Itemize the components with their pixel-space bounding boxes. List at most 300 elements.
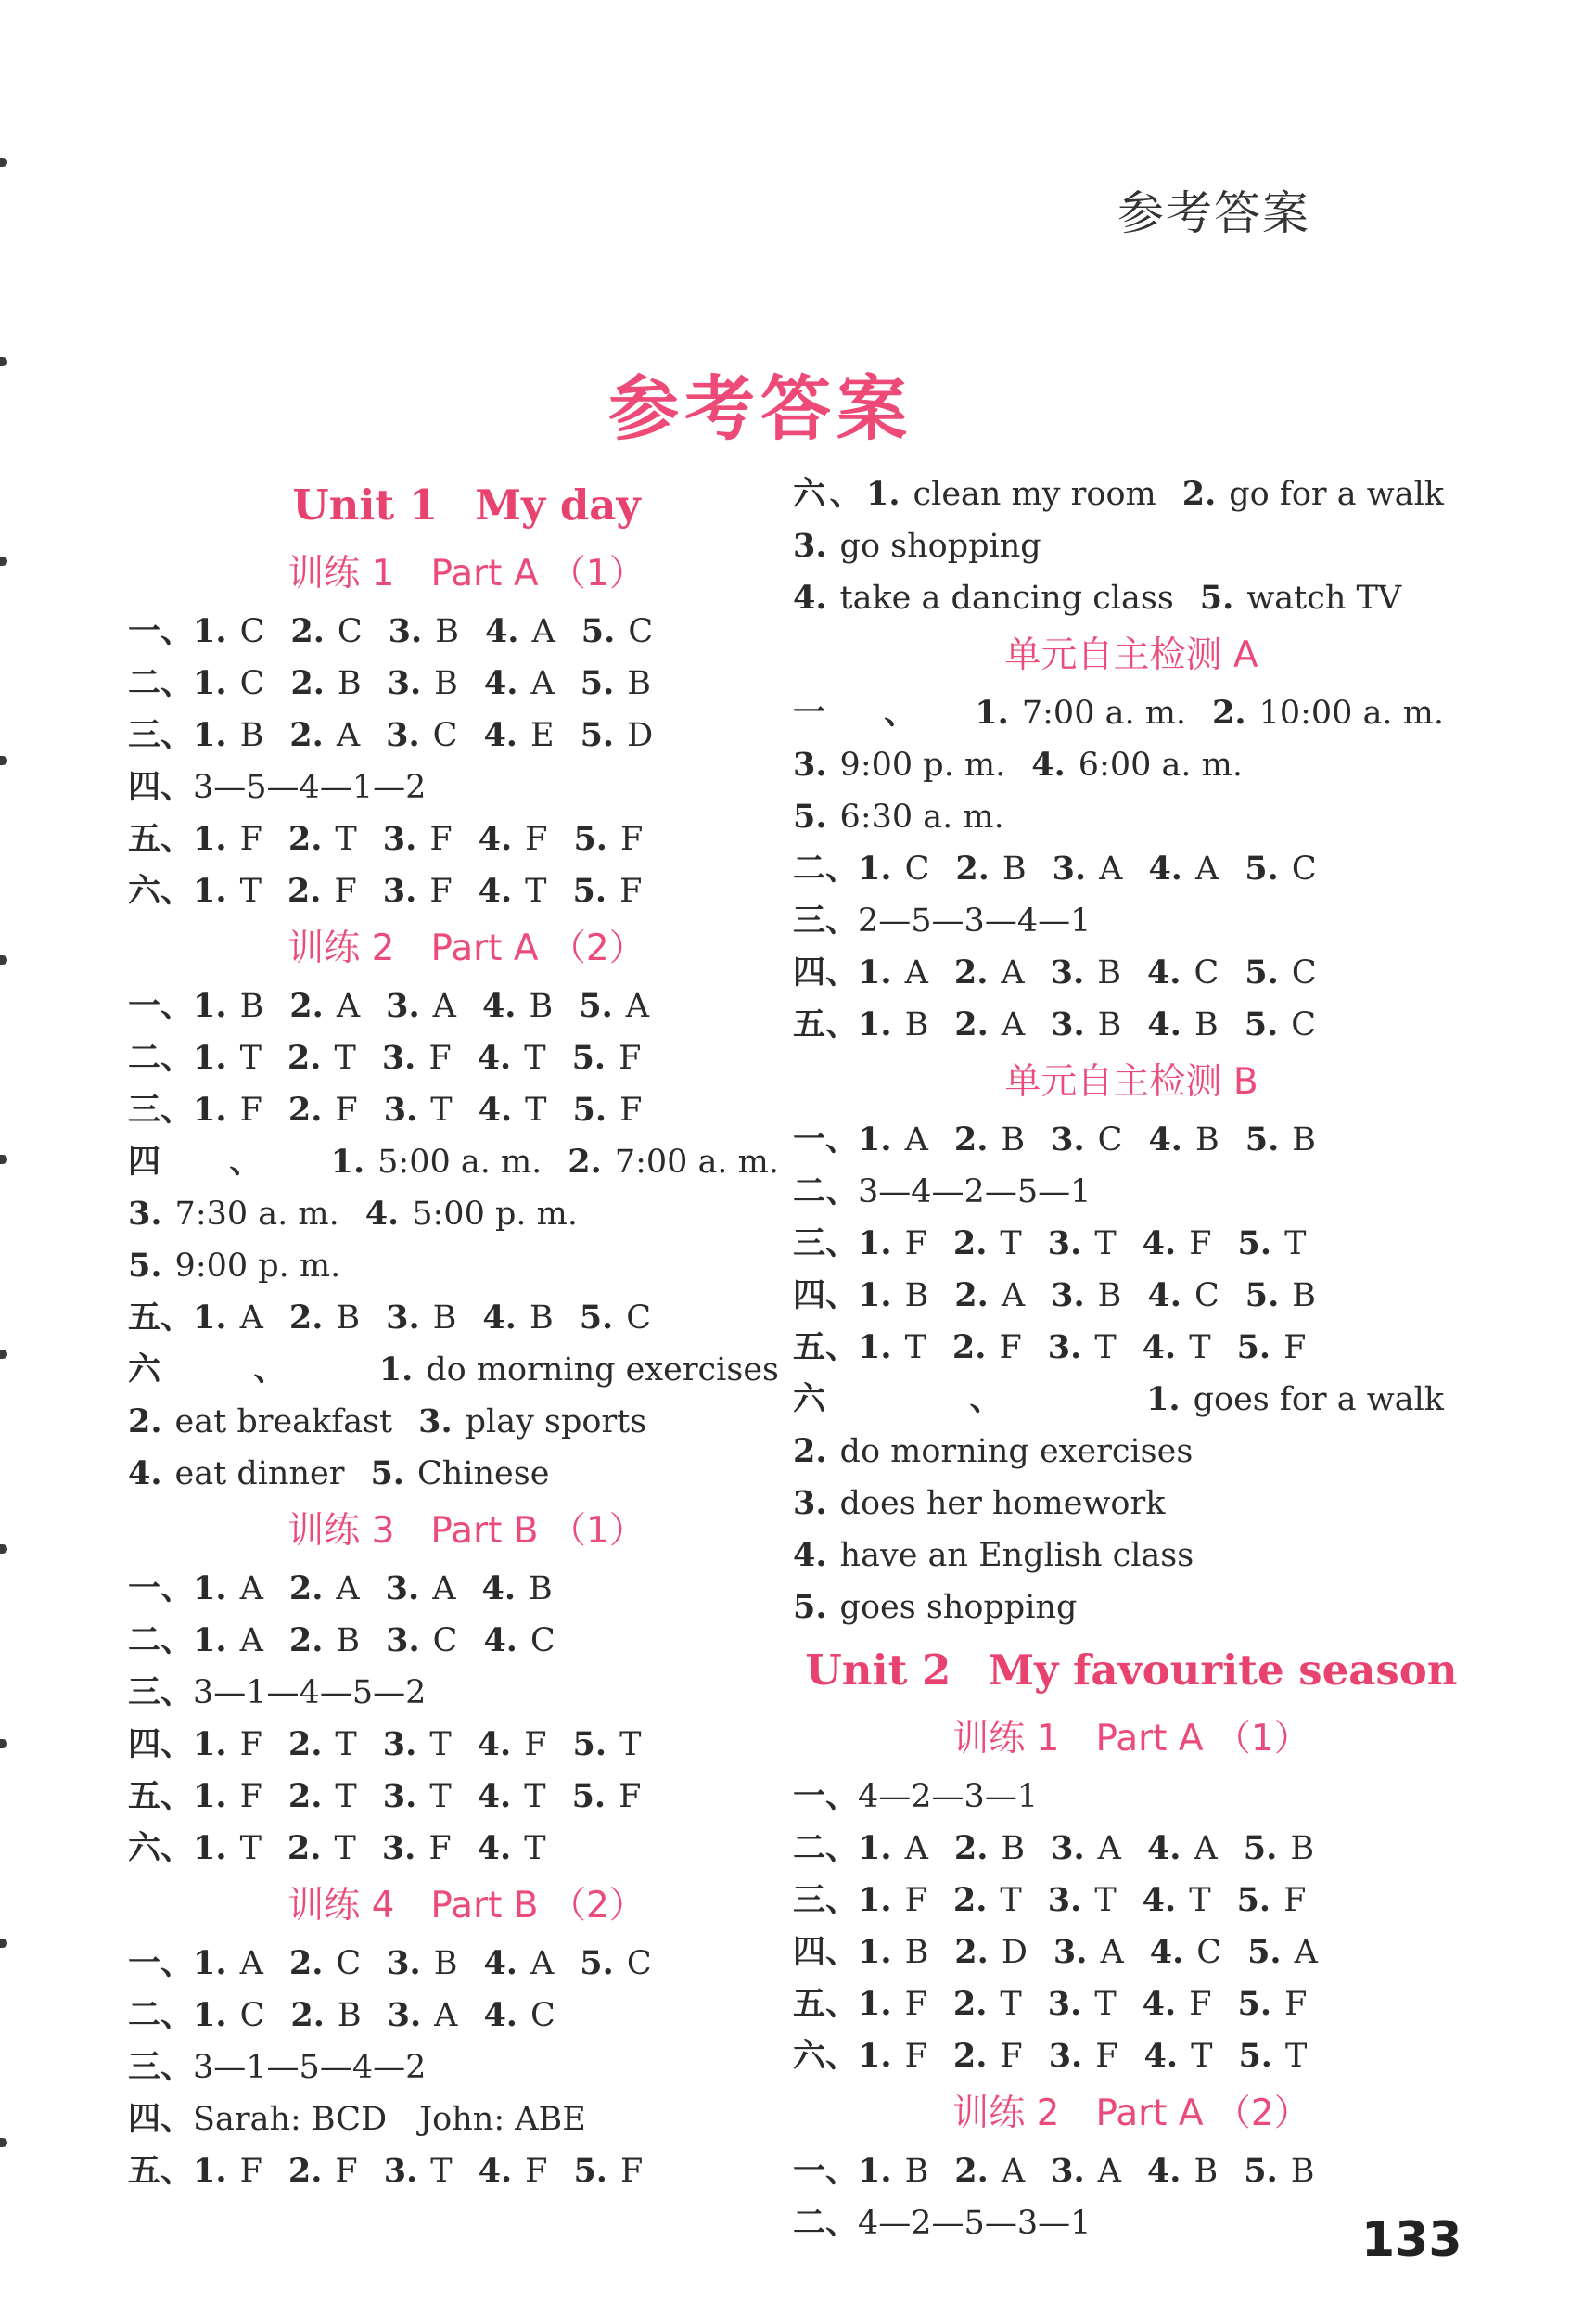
item-answer: F [904,1225,927,1262]
item-answer: C [432,1622,458,1659]
answer-item [388,658,458,710]
item-number: 3. [383,2152,418,2190]
item-number: 5. [1237,1224,1272,1262]
answer-item [386,1292,456,1344]
answer-item [482,1563,553,1615]
answer-item [954,999,1025,1051]
answer-item [568,1136,779,1188]
item-number: 3. [388,612,423,650]
answer-item [483,1990,555,2042]
item-number: 4. [478,820,513,858]
answer-item [383,1771,452,1823]
answer-item [193,710,263,762]
section-heading: 训练 1 Part A （1） [952,1718,1310,1760]
answer-line [128,1563,805,1615]
item-number: 3. [383,1091,418,1129]
item-answer: C [530,1622,555,1659]
answer-item [953,1978,1022,2030]
item-number: 1. [193,716,227,754]
item-number: 1. [193,1944,227,1982]
answer-text: 4—2—3—1 [858,1778,1039,1815]
answer-line [128,2042,805,2093]
item-number: 5. [571,1777,606,1815]
item-answer: B [1097,1006,1122,1043]
item-answer: F [620,821,644,858]
item-answer: T [429,1726,452,1763]
answer-item [858,947,928,999]
item-answer: T [239,1830,262,1867]
item-number: 3. [382,872,417,910]
answer-line [793,468,1470,624]
item-number: 2. [289,987,324,1025]
item-number: 1. [193,1621,227,1659]
item-number: 3. [387,1996,422,2034]
item-number: 5. [128,1247,162,1285]
item-number: 4. [1149,1933,1184,1971]
item-answer: F [1189,1225,1212,1262]
answer-item [1245,999,1316,1051]
answer-item [386,710,457,762]
answer-item [193,1719,262,1771]
question-label: 四、 [128,1144,331,1181]
answer-line [793,1322,1470,1374]
answer-item [953,1875,1022,1926]
item-number: 4. [793,1536,827,1574]
unit-number: Unit 2 [805,1645,951,1695]
item-answer: T [1189,1329,1211,1366]
item-answer: F [1095,2038,1118,2075]
unit-name: My favourite season [988,1645,1458,1695]
answer-item [1147,1823,1218,1875]
question-label: 一、 [793,695,976,732]
item-number: 3. [387,664,422,702]
item-answer: B [904,1277,929,1314]
answer-item [793,520,1041,572]
question-label: 五、 [128,1778,194,1815]
item-answer: F [428,1830,452,1867]
item-number: 5. [579,987,613,1025]
answer-item [193,1084,262,1136]
unit-name: My day [475,480,641,530]
answer-item [1051,1114,1122,1166]
answer-line [128,658,805,710]
item-number: 3. [1052,850,1087,888]
answer-line [128,762,805,813]
item-number: 3. [381,1829,416,1867]
question-label: 三、 [128,1092,194,1129]
item-number: 4. [1142,1881,1177,1919]
item-number: 1. [193,1829,227,1867]
answer-item [482,980,553,1032]
item-answer: T [1284,1225,1307,1262]
item-answer: T [239,873,262,910]
item-answer: B [1194,1006,1219,1043]
answer-item [193,1771,262,1823]
item-answer: C [1291,851,1317,888]
answer-item [1244,2145,1314,2197]
item-number: 4. [477,1039,512,1077]
item-number: 3. [1047,1328,1082,1366]
item-number: 3. [793,527,827,565]
question-label: 一、 [128,988,194,1025]
answer-line [793,1166,1470,1218]
answer-item [386,980,456,1032]
answer-item [793,739,1005,791]
item-number: 3. [793,1484,827,1522]
item-answer: F [1189,1986,1212,2023]
answer-item [479,865,547,917]
answer-item [383,865,453,917]
item-answer: C [626,1299,652,1337]
answer-item [1051,2145,1121,2197]
item-number: 1. [193,1996,227,2034]
item-number: 2. [287,1725,323,1763]
item-number: 4. [1147,1005,1181,1043]
item-number: 4. [483,1621,517,1659]
item-answer: A [1194,1830,1218,1867]
answer-item [288,1719,357,1771]
answer-item [193,1990,264,2042]
item-answer: take a dancing class [839,580,1174,617]
item-answer: C [337,613,363,650]
answer-item [484,658,555,710]
item-answer: T [1000,1225,1022,1262]
answer-item [572,1032,642,1084]
item-number: 4. [1031,746,1066,784]
item-number: 1. [858,850,892,888]
item-number: 5. [572,872,607,910]
item-number: 2. [952,1224,988,1262]
answer-line [793,1270,1470,1322]
question-label: 二、 [128,665,194,702]
answer-item [793,1581,1077,1633]
item-answer: F [335,1092,358,1129]
item-number: 2. [287,872,322,910]
answer-item [128,1448,344,1500]
answer-item [1031,739,1243,791]
binding-hole [0,1350,7,1359]
answer-item [1147,2145,1218,2197]
item-number: 4. [477,1725,512,1763]
item-answer: C [1097,1121,1123,1158]
item-number: 2. [952,1985,988,2023]
answer-item [193,1563,263,1615]
item-answer: B [904,2153,929,2190]
item-answer: B [432,1299,457,1337]
page-title: 参考答案 [608,367,913,450]
item-answer: C [336,1945,362,1982]
item-number: 2. [288,1299,324,1337]
item-number: 5. [580,716,615,754]
item-number: 5. [1245,954,1279,992]
answer-item [858,1114,928,1166]
question-label: 二、 [793,2205,859,2242]
item-number: 4. [1148,850,1182,888]
item-number: 5. [1245,850,1279,888]
answer-item [1053,1926,1124,1978]
item-number: 5. [571,1039,606,1077]
item-answer: have an English class [839,1537,1194,1574]
question-label: 三、 [793,902,859,940]
answer-line [128,980,805,1032]
answer-line [128,710,805,762]
item-number: 3. [418,1402,453,1440]
item-answer: F [1000,2038,1023,2075]
item-answer: F [620,2153,644,2190]
item-answer: T [904,1329,926,1366]
answer-item [485,606,555,658]
item-number: 3. [128,1195,162,1233]
item-number: 1. [193,987,227,1025]
answer-item [1150,1926,1221,1978]
section-heading: 训练 2 Part A （2） [952,2093,1310,2134]
item-answer: eat dinner [174,1455,345,1492]
item-number: 2. [954,1005,989,1043]
item-answer: T [1094,1225,1117,1262]
answer-item [193,1032,262,1084]
item-answer: 9:00 p. m. [839,747,1006,784]
item-answer: F [429,873,453,910]
answer-item [287,1823,356,1875]
item-answer: goes shopping [839,1589,1078,1626]
answer-item [858,1270,928,1322]
item-number: 1. [858,954,892,992]
item-number: 1. [858,1829,892,1867]
item-number: 2. [954,1933,989,1971]
item-answer: A [904,1830,928,1867]
item-answer: F [1284,1986,1308,2023]
item-answer: T [525,873,547,910]
item-answer: clean my room [913,476,1156,513]
answer-line [793,947,1470,999]
answer-line [128,606,805,658]
item-number: 2. [290,664,325,702]
item-number: 1. [858,1005,892,1043]
item-answer: A [904,1121,928,1158]
answer-item [793,572,1174,624]
item-number: 5. [581,612,616,650]
answer-item [573,865,643,917]
item-answer: goes for a walk [1193,1381,1444,1418]
item-number: 3. [1050,954,1085,992]
item-number: 1. [193,2152,227,2190]
answer-item [1237,1875,1307,1926]
item-number: 2. [287,1091,323,1129]
answer-item [1048,1322,1117,1374]
item-number: 1. [858,1276,892,1314]
item-number: 1. [858,1881,892,1919]
answer-item [290,1990,361,2042]
item-number: 3. [1051,1276,1085,1314]
item-number: 5. [1236,1328,1271,1366]
item-answer: F [999,1329,1022,1366]
item-answer: C [904,851,930,888]
item-number: 2. [128,1402,162,1440]
answer-item [289,980,360,1032]
item-answer: C [432,717,458,754]
answer-item [1051,1823,1121,1875]
item-number: 2. [1212,694,1246,732]
answer-item [370,1448,549,1500]
item-answer: B [1290,2153,1315,2190]
item-number: 5. [793,798,827,836]
item-answer: go shopping [839,528,1041,565]
answer-item [193,1292,263,1344]
item-answer: 6:00 a. m. [1078,747,1243,784]
running-head: 参考答案 [1117,186,1310,240]
item-number: 5. [572,1725,607,1763]
item-number: 5. [1199,579,1234,617]
item-number: 5. [579,1299,614,1337]
item-number: 4. [481,1569,517,1607]
item-answer: A [1099,851,1123,888]
item-answer: T [335,1726,357,1763]
answer-item [383,1719,452,1771]
question-label: 一、 [793,2153,859,2190]
answer-item [1212,687,1444,739]
answer-item [1144,2030,1213,2082]
answer-item [288,1084,358,1136]
item-answer: F [239,1092,262,1129]
question-label: 三、 [128,2049,194,2086]
item-answer: A [239,1570,263,1607]
item-number: 2. [953,1829,989,1867]
item-number: 2. [952,1881,988,1919]
question-label: 一、 [128,1570,194,1607]
question-label: 五、 [793,1329,859,1366]
item-number: 4. [483,716,517,754]
answer-item [193,1938,263,1990]
answer-item [479,1084,547,1136]
binding-hole [0,1544,7,1554]
item-answer: B [433,1945,458,1982]
item-answer: C [239,665,265,702]
answer-item [793,1426,1193,1478]
item-answer: watch TV [1246,580,1402,617]
question-label: 六、 [128,1830,194,1867]
question-label: 六、 [793,1381,1147,1418]
item-answer: T [1094,1329,1117,1366]
answer-item [193,606,264,658]
section-heading: 训练 4 Part B （2） [287,1885,645,1926]
question-label: 三、 [128,1674,194,1711]
answer-line [128,1292,805,1344]
item-answer: 7:30 a. m. [174,1196,339,1233]
item-number: 1. [858,1933,892,1971]
answer-line [793,2145,1470,2197]
answer-item [793,791,1004,843]
item-answer: B [1292,1277,1317,1314]
section-heading: 训练 2 Part A （2） [287,928,645,969]
question-label: 三、 [793,1882,859,1919]
item-number: 4. [128,1454,162,1492]
answer-item [1146,1374,1444,1426]
answer-item [858,1978,927,2030]
answer-item [379,1344,779,1396]
item-number: 5. [1236,1881,1271,1919]
item-answer: E [530,717,555,754]
question-label: 五、 [793,1986,859,2023]
answer-item [954,1270,1025,1322]
item-answer: T [1285,2038,1308,2075]
item-answer: 7:00 a. m. [1021,695,1187,732]
answer-line [128,1615,805,1667]
item-answer: F [619,1778,642,1815]
item-number: 1. [193,1299,227,1337]
question-label: 六、 [128,1351,379,1389]
item-number: 5. [1244,2152,1278,2190]
item-answer: go for a walk [1229,476,1444,513]
item-answer: T [1094,1986,1117,2023]
answer-line [793,1926,1470,1978]
answer-item [954,947,1025,999]
right-column [793,468,1470,2249]
answer-line [128,1667,805,1719]
answer-item [1143,1978,1212,2030]
item-number: 3. [382,1725,417,1763]
answer-item [478,1719,547,1771]
question-label: 六、 [793,476,866,513]
item-answer: 9:00 p. m. [174,1248,341,1285]
question-label: 四、 [128,1726,194,1763]
question-label: 四、 [793,954,859,992]
item-answer: B [1097,954,1121,992]
item-number: 2. [952,2037,988,2075]
item-answer: F [1283,1329,1307,1366]
item-number: 2. [287,2152,323,2190]
answer-item [1238,1978,1308,2030]
item-number: 4. [1142,1328,1177,1366]
item-answer: T [1189,1882,1211,1919]
item-number: 2. [954,1276,989,1314]
answer-item [858,999,928,1051]
page-number: 133 [1361,2212,1462,2268]
item-number: 5. [572,1091,607,1129]
question-label: 五、 [128,2153,194,2190]
item-answer: A [1294,1934,1318,1971]
answer-item [478,1823,546,1875]
answer-item [572,1771,642,1823]
left-column [128,468,805,2197]
item-answer: B [435,613,459,650]
item-answer: F [525,821,548,858]
answer-item [478,1771,546,1823]
item-answer: T [334,1040,356,1077]
item-number: 2. [568,1143,602,1181]
item-number: 4. [1143,2037,1179,2075]
answer-line [793,1823,1470,1875]
item-number: 5. [1244,1005,1279,1043]
answer-item [287,1032,356,1084]
answer-item [289,1292,360,1344]
question-label: 一、 [793,1121,859,1158]
answer-item [954,1823,1025,1875]
answer-line [128,1084,805,1136]
item-number: 1. [1146,1380,1181,1418]
item-answer: B [337,1997,362,2034]
item-answer: A [1001,954,1025,992]
item-number: 2. [287,820,323,858]
item-number: 3. [386,716,420,754]
answer-text: 3—1—5—4—2 [193,2049,427,2086]
answer-item [1143,1875,1211,1926]
item-answer: A [1100,1934,1124,1971]
answer-item [858,1875,927,1926]
item-number: 2. [288,1621,324,1659]
item-answer: C [1291,954,1317,992]
item-number: 2. [1181,475,1217,513]
answer-item [193,865,262,917]
